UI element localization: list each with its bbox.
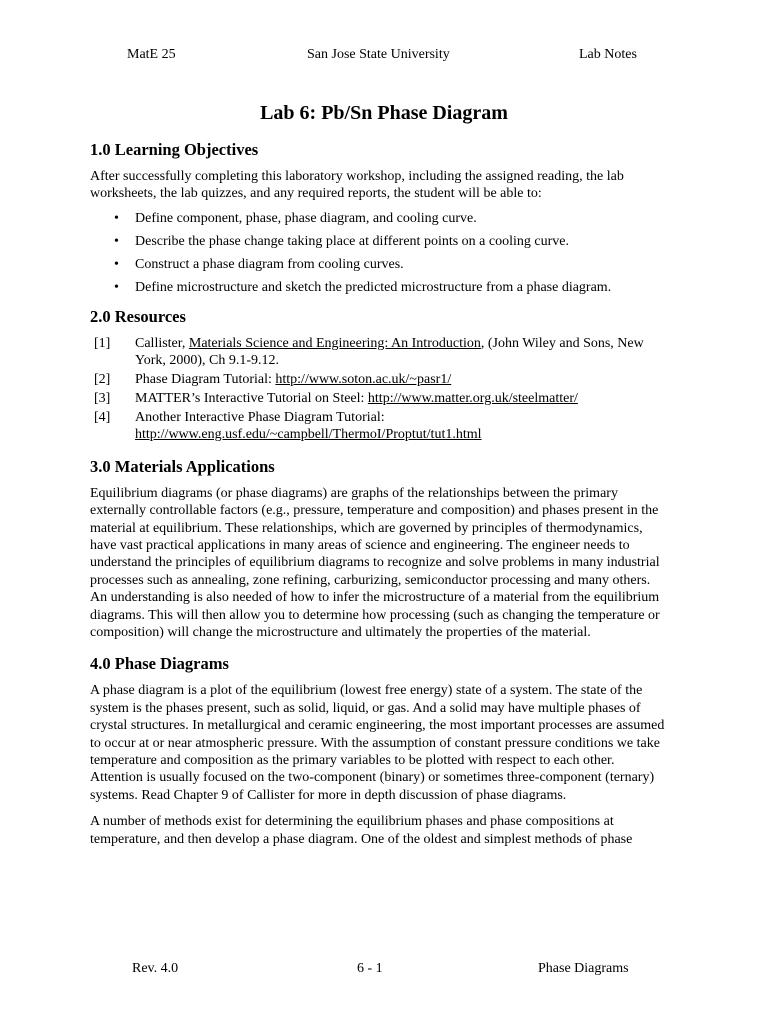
reference-number: [2] [94, 372, 111, 388]
reference-link[interactable]: http://www.matter.org.uk/steelmatter/ [367, 391, 578, 407]
list-item: [3] MATTER’s Interactive Tutorial on Steel: http://www.matter.org.uk/steelmatter/ [94, 391, 578, 407]
list-item: [4] Another Interactive Phase Diagram Tutorial: http://www.eng.usf.edu/~campbell/ThermoI/Proptut/tut1.html [94, 409, 482, 443]
section-heading-applications: 3.0 Materials Applications [90, 456, 275, 476]
list-item: [1] Callister, Materials Science and Engineering: An Introduction, (John Wiley and Sons, New York, 2000), Ch 9.1-9.12. [94, 335, 644, 369]
list-item: • Define microstructure and sketch the predicted microstructure from a phase diagram. [114, 280, 612, 296]
bullet-icon: • [114, 210, 119, 226]
bullet-icon: • [114, 257, 119, 273]
footer-revision: Rev. 4.0 [132, 961, 179, 976]
reference-number: [3] [94, 391, 111, 407]
list-item: • Construct a phase diagram from cooling curves. [114, 257, 404, 273]
list-item: • Define component, phase, phase diagram, and cooling curve. [114, 210, 477, 226]
section-heading-resources: 2.0 Resources [90, 306, 186, 326]
objectives-list [90, 210, 670, 297]
footer-page-number: 6 - 1 [357, 961, 383, 976]
page-title: Lab 6: Pb/Sn Phase Diagram [260, 102, 508, 124]
bullet-icon: • [114, 280, 119, 296]
list-item: • Describe the phase change taking place at different points on a cooling curve. [114, 234, 569, 250]
objectives-intro: After successfully completing this laboratory workshop, including the assigned reading, the lab worksheets, the lab quizzes, and any required reports, the student will be able to: [90, 169, 624, 202]
header-course: MatE 25 [127, 47, 176, 62]
reference-number: [1] [94, 335, 111, 351]
list-item: [2] Phase Diagram Tutorial: http://www.soton.ac.uk/~pasr1/ [94, 372, 452, 388]
document-body [90, 140, 670, 855]
reference-link[interactable]: http://www.eng.usf.edu/~campbell/ThermoI/Proptut/tut1.html [135, 427, 482, 443]
footer-section: Phase Diagrams [538, 961, 629, 976]
applications-paragraph: Equilibrium diagrams (or phase diagrams) are graphs of the relationships between the primary externally controllable factors (e.g., pressure, temperature and composition) and phases present in the material at equilibrium. These relationships, which are governed by principles of thermodynamics, have vast practical applications in many areas of science and engineering. The engineer needs to understand the principles of equilibrium diagrams to recognize and solve problems in many industrial processes such as annealing, zone refining, carburizing, semiconductor processing and many others. An understanding is also needed of how to infer the microstructure of a material from the equilibrium diagrams. This will then allow you to determine how processing (such as changing the temperature or composition) will change the microstructure and ultimately the properties of the material. [90, 485, 660, 641]
bullet-icon: • [114, 234, 119, 250]
reference-number: [4] [94, 409, 111, 425]
section-heading-phase-diagrams: 4.0 Phase Diagrams [90, 654, 229, 674]
resources-list [90, 335, 670, 444]
section-heading-objectives: 1.0 Learning Objectives [90, 140, 259, 159]
header-doc-type: Lab Notes [579, 47, 637, 62]
reference-link[interactable]: Materials Science and Engineering: An Introduction [188, 335, 481, 351]
header-university: San Jose State University [307, 47, 450, 62]
phase-diagrams-paragraph-1: A phase diagram is a plot of the equilibrium (lowest free energy) state of a system. The state of the system is the phases present, such as solid, liquid, or gas. And a solid may have multiple phases of crystal structures. In metallurgical and ceramic engineering, the most important processes are assumed to occur at or near atmospheric pressure. With the assumption of constant pressure conditions we take temperature and composition as the primary variables to be plotted with respect to each other. Attention is usually focused on the two-component (binary) or sometimes three-component (ternary) systems. Read Chapter 9 of Callister for more in depth discussion of phase diagrams. [90, 683, 665, 803]
reference-link[interactable]: http://www.soton.ac.uk/~pasr1/ [275, 372, 452, 388]
phase-diagrams-paragraph-2: A number of methods exist for determining the equilibrium phases and phase compositions at temperature, and then develop a phase diagram. One of the oldest and simplest methods of phase [90, 814, 633, 847]
